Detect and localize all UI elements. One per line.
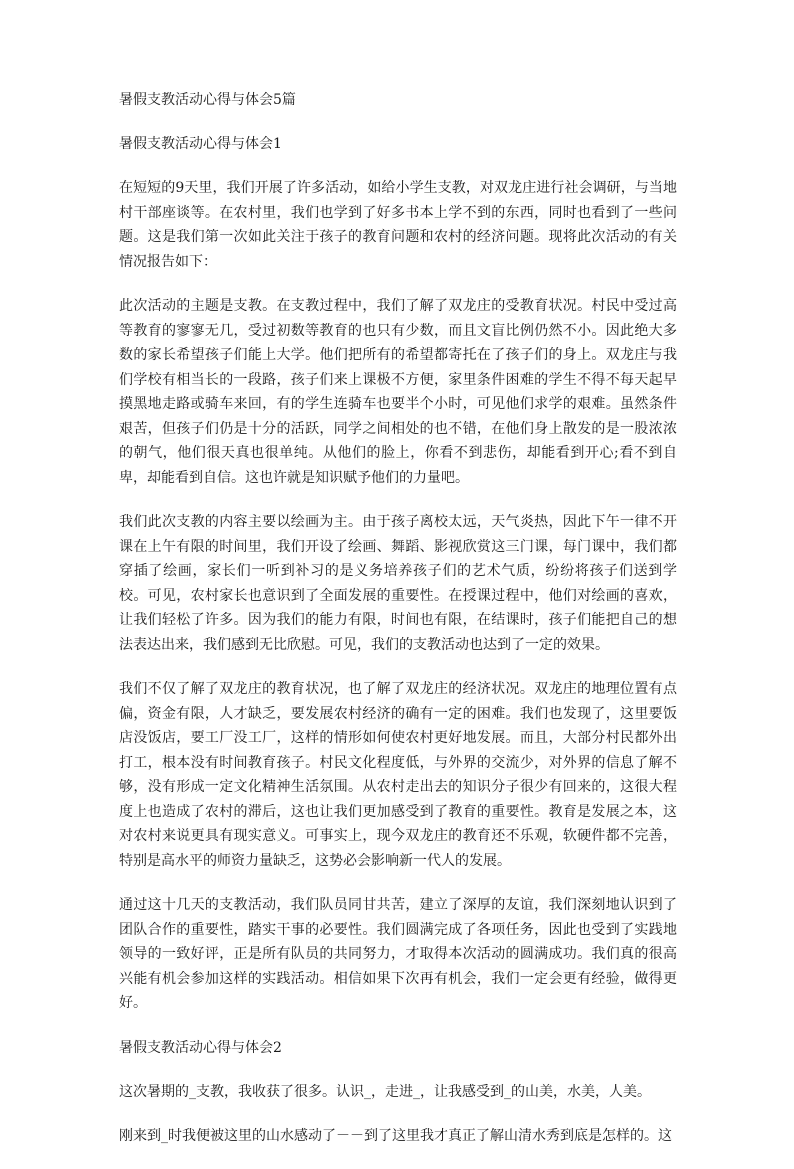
paragraph: 这次暑期的_支教，我收获了很多。认识_，走进_，让我感受到_的山美，水美，人美。 <box>119 1083 651 1100</box>
paragraph: 我们不仅了解了双龙庄的教育状况，也了解了双龙庄的经济状况。双龙庄的地理位置有点偏，资金有限，人才缺乏，要发展农村经济的确有一定的困难。我们也发现了，这里要饭店没饭店，要工厂没工厂，这样的情形如何使农村更好地发展。而且，大部分村民都外出打工，根本没有时间教育孩子。村民文化程度低，与外界的交流少，对外界的信息了解不够，没有形成一定文化精神生活氛围。从农村走出去的知识分子很少有回来的，这很大程度上也造成了农村的滞后，这也让我们更加感受到了教育的重要性。教育是发展之本，这对农村来说更具有现实意义。可事实上，现今双龙庄的教育还不乐观，软硬件都不完善，特别是高水平的师资力量缺乏，这势必会影响新一代人的发展。 <box>119 681 677 869</box>
section-heading: 暑假支教活动心得与体会2 <box>119 1039 282 1056</box>
section-heading: 暑假支教活动心得与体会1 <box>119 136 282 152</box>
section-1 <box>119 132 677 1016</box>
paragraph: 我们此次支教的内容主要以绘画为主。由于孩子离校太远，天气炎热，因此下午一律不开课在上午有限的时间里，我们开设了绘画、舞蹈、影视欣赏这三门课，每门课中，我们都穿插了绘画，家长们一听到补习的是义务培养孩子们的艺术气质，纷纷将孩子们送到学校。可见，农村家长也意识到了全面发展的重要性。在授课过程中，他们对绘画的喜欢，让我们轻松了许多。因为我们的能力有限，时间也有限，在结课时，孩子们能把自己的想法表达出来，我们感到无比欣慰。可见，我们的支教活动也达到了一定的效果。 <box>119 514 677 653</box>
paragraph: 在短短的9天里，我们开展了许多活动，如给小学生支教，对双龙庄进行社会调研，与当地村干部座谈等。在农村里，我们也学到了好多书本上学不到的东西，同时也看到了一些问题。这是我们第一次如此关注于孩子的教育问题和农村的经济问题。现将此次活动的有关情况报告如下： <box>119 180 677 270</box>
paragraph: 此次活动的主题是支教。在支教过程中，我们了解了双龙庄的受教育状况。村民中受过高等教育的寥寥无几，受过初数等教育的也只有少数，而且文盲比例仍然不小。因此绝大多数的家长希望孩子们能上大学。他们把所有的希望都寄托在了孩子们的身上。双龙庄与我们学校有相当长的一段路，孩子们来上课极不方便，家里条件困难的学生不得不每天起早摸黑地走路或骑车来回，有的学生连骑车也要半个小时，可见他们求学的艰难。虽然条件艰苦，但孩子们仍是十分的活跃，同学之间相处的也不错，在他们身上散发的是一股浓浓的朝气，他们很天真也很单纯。从他们的脸上，你看不到悲伤，却能看到开心;看不到自卑，却能看到自信。这也许就是知识赋予他们的力量吧。 <box>119 298 677 486</box>
paragraph: 通过这十几天的支教活动，我们队员同甘共苦，建立了深厚的友谊，我们深刻地认识到了团队合作的重要性，踏实干事的必要性。我们圆满完成了各项任务，因此也受到了实践地领导的一致好评，正是所有队员的共同努力，才取得本次活动的圆满成功。我们真的很高兴能有机会参加这样的实践活动。相信如果下次再有机会，我们一定会更有经验，做得更好。 <box>119 897 677 1011</box>
paragraph: 刚来到_时我便被这里的山水感动了－－到了这里我才真正了解山清水秀到底是怎样的。这 <box>119 1128 672 1144</box>
section-2 <box>119 1036 677 1149</box>
document-title: 暑假支教活动心得与体会5篇 <box>119 92 296 108</box>
document-page <box>119 88 677 1169</box>
